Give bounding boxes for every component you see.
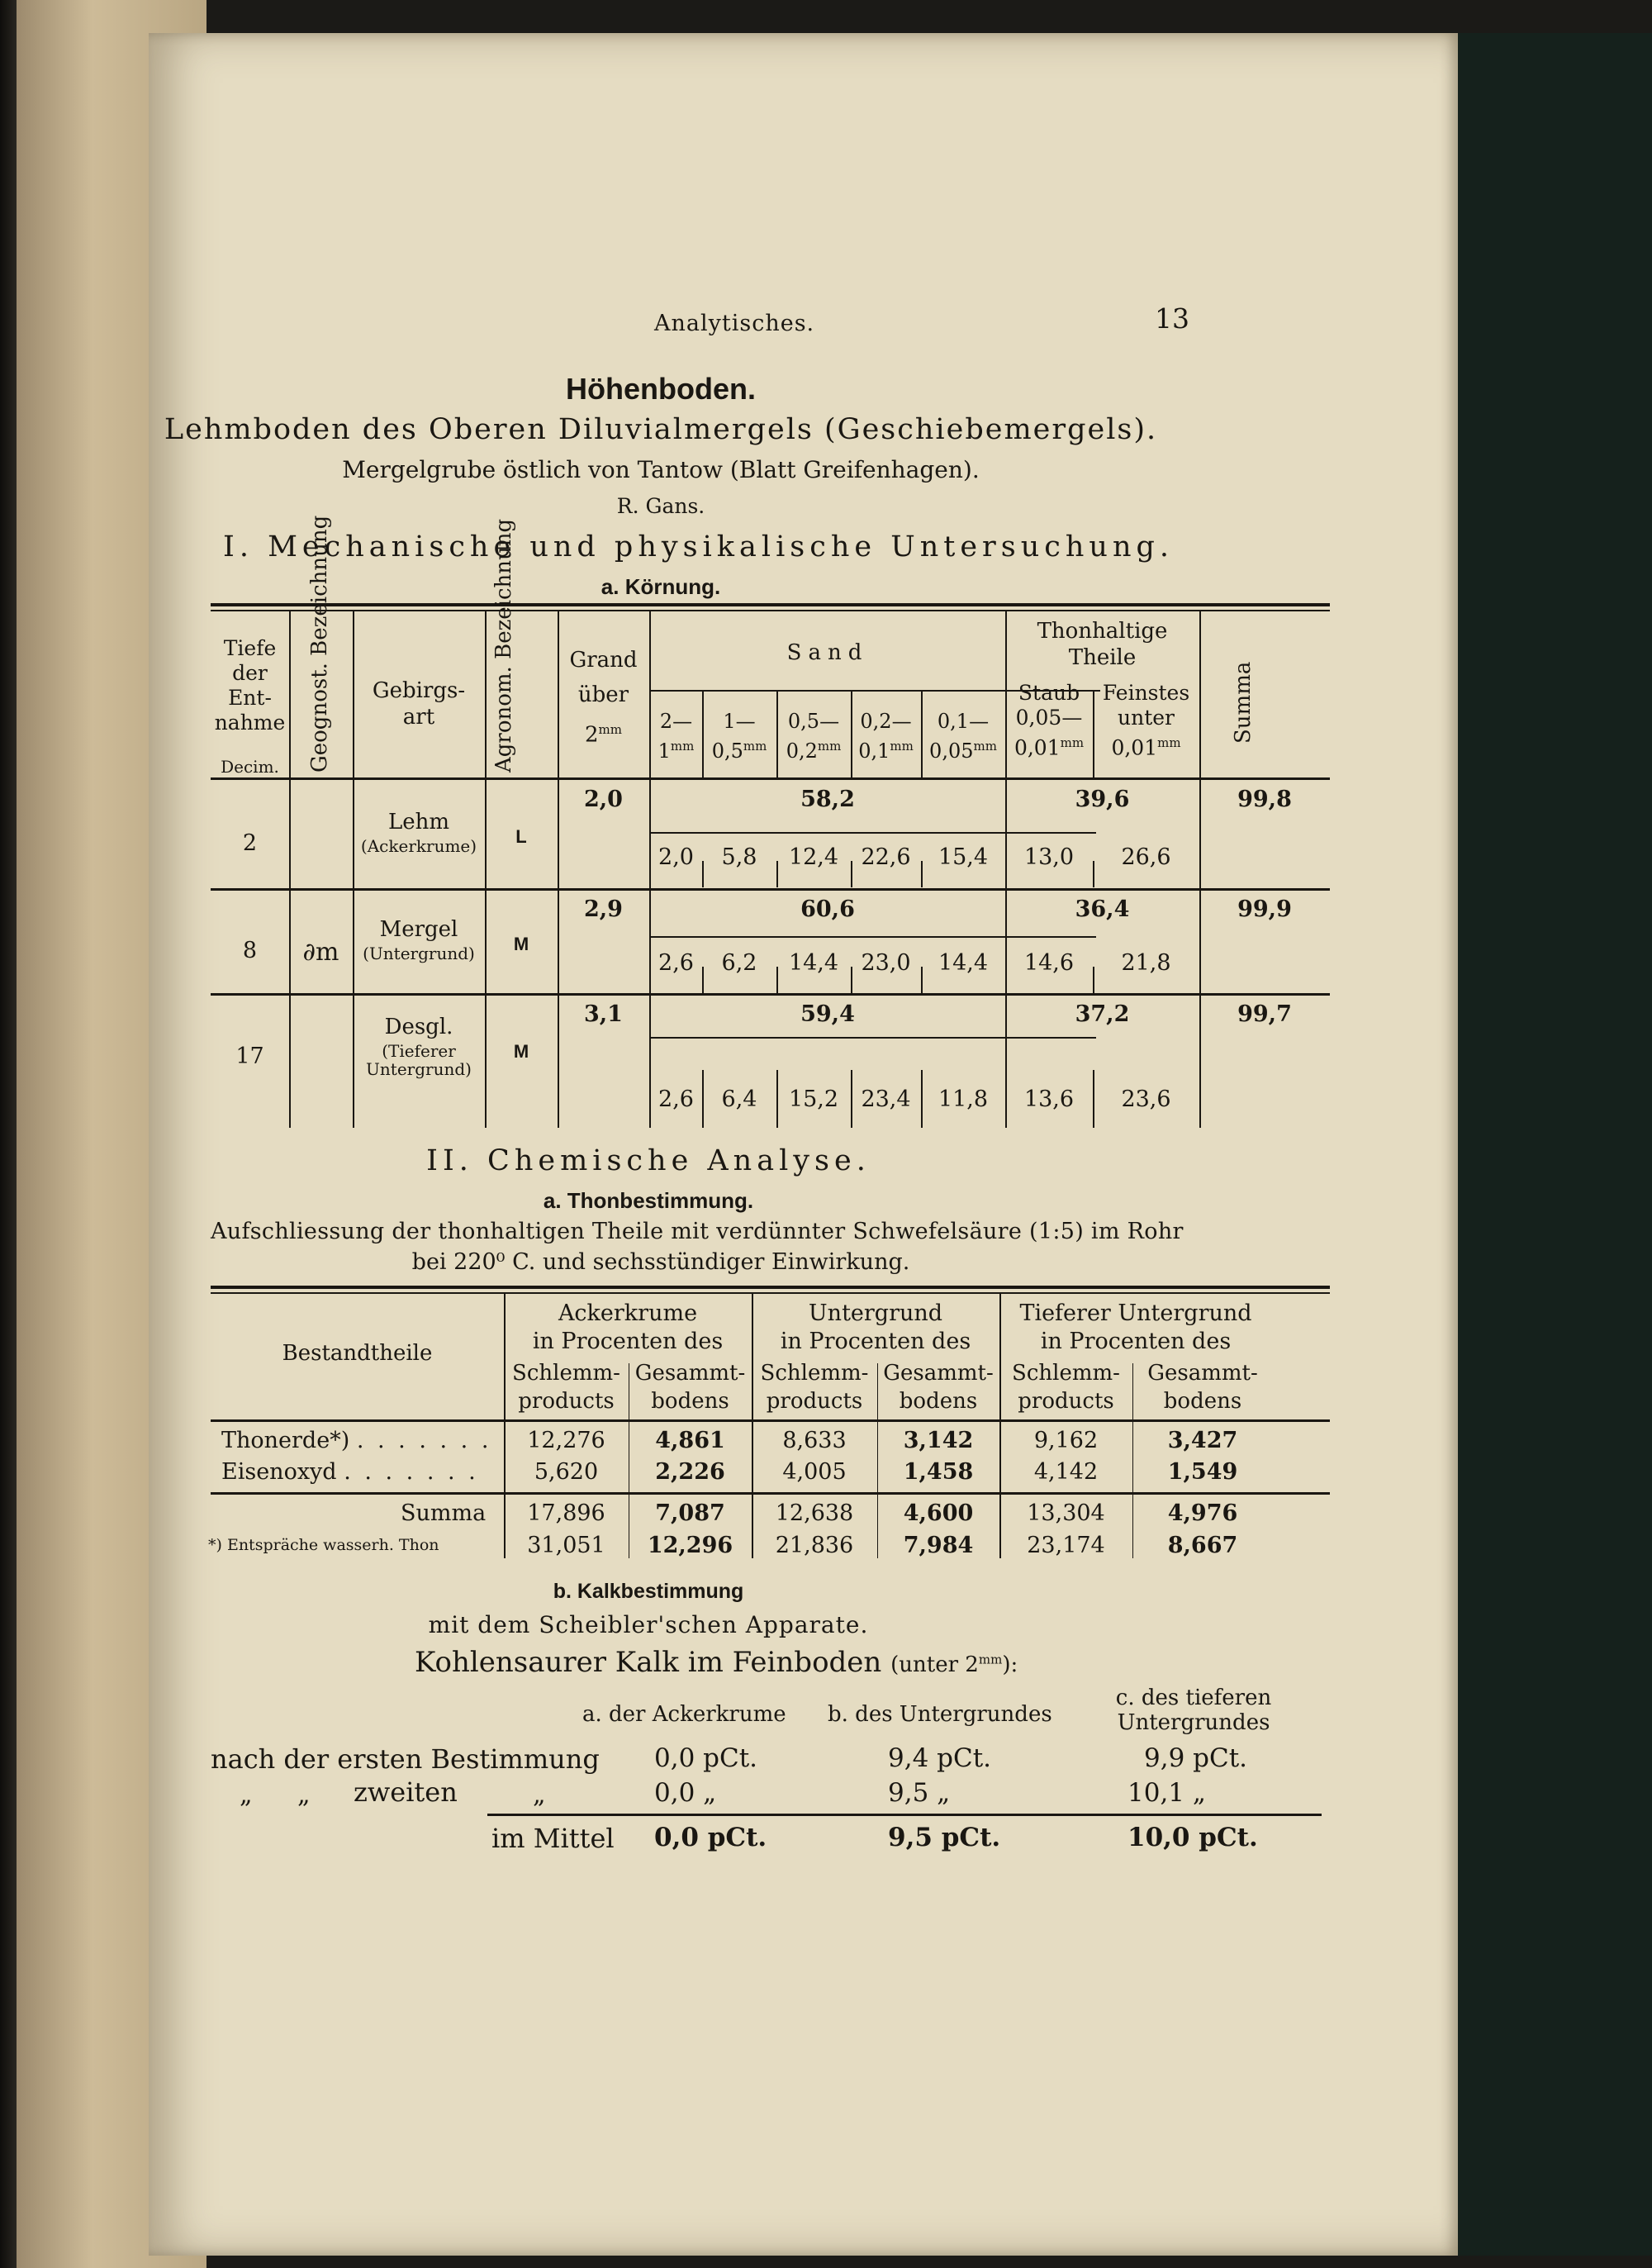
value-a: 0,0 „ [654, 1778, 717, 1808]
value-cell: 4,976 [1167, 1500, 1238, 1526]
feinstes-cell: 21,8 [1121, 950, 1171, 976]
header-text: products [518, 1389, 615, 1414]
header-text: 0,2— [860, 710, 912, 733]
summa-cell: 99,9 [1237, 896, 1292, 922]
rule [211, 1492, 1330, 1495]
ditto-mark: „ [533, 1781, 546, 1809]
section-2a-heading: a. Thonbestimmung. [543, 1188, 754, 1213]
header-text: 1— [723, 710, 756, 733]
sand-cell: 23,4 [861, 1086, 911, 1112]
section-1a-heading: a. Körnung. [601, 574, 721, 599]
value-c: 10,0 pCt. [1127, 1823, 1258, 1852]
sand-cell: 2,0 [658, 844, 694, 870]
header-text: unter [1118, 706, 1175, 730]
mittel-label: im Mittel [491, 1823, 615, 1854]
value-cell: 17,896 [527, 1500, 605, 1526]
summa-cell: 99,8 [1237, 787, 1292, 812]
kalk-title [415, 1646, 1018, 1679]
unit-mm: mm [890, 739, 914, 754]
header-text: 2 [585, 722, 599, 748]
row-label-text: nach [211, 1743, 276, 1775]
header-thonhaltige [1005, 618, 1199, 671]
grand-cell: 2,0 [584, 787, 623, 812]
row-label-text: ersten Bestimmung [337, 1743, 600, 1775]
header-ackerkrume [504, 1300, 752, 1356]
value-a: 0,0 pCt. [654, 1823, 767, 1852]
unit-mm: mm [1060, 735, 1085, 750]
unit-mm: mm [743, 739, 767, 754]
rule [211, 603, 1330, 606]
row-label [211, 1743, 600, 1775]
sand-cell: 6,4 [721, 1086, 757, 1112]
sand-cell: 2,6 [658, 1086, 694, 1112]
section-2b-heading: b. Kalkbestimmung [553, 1580, 744, 1603]
value-b: 9,5 pCt. [888, 1823, 1001, 1852]
gebirgsart-cell: Lehm [387, 810, 450, 834]
header-text: Theile [1068, 645, 1137, 670]
header-text: 0,05 [929, 739, 974, 763]
value-cell: 5,620 [534, 1459, 599, 1485]
header-sand-05-02 [776, 709, 851, 763]
header-text: products [1018, 1389, 1114, 1414]
sand-cell: 11,8 [938, 1086, 989, 1112]
ditto-mark: „ [240, 1781, 253, 1809]
header-gesammt [1132, 1359, 1273, 1415]
value-cell: 7,087 [655, 1500, 725, 1526]
rule [211, 1286, 1330, 1289]
value-cell: 4,861 [655, 1428, 725, 1453]
unit-mm: mm [978, 1652, 1003, 1667]
value-a: 0,0 pCt. [654, 1743, 758, 1773]
tiefe-cell: 17 [235, 1044, 264, 1069]
header-tiefe [211, 636, 289, 735]
rule [650, 936, 1096, 938]
book-cover-edge [1441, 33, 1652, 2256]
value-cell: 2,226 [655, 1459, 725, 1485]
header-text: 1 [657, 739, 671, 763]
value-cell: 12,296 [647, 1533, 733, 1558]
header-feinstes [1093, 681, 1199, 760]
header-sand-1-05 [702, 709, 776, 763]
header-schlemm [504, 1359, 629, 1415]
value-c: 10,1 „ [1127, 1778, 1206, 1808]
unit-mm: mm [817, 739, 842, 754]
value-b: 9,5 „ [888, 1778, 951, 1808]
header-untergrund [752, 1300, 999, 1356]
row-label-text: Thonerde*) [221, 1428, 350, 1453]
header-sand: Sand [786, 640, 869, 665]
header-b: b. des Untergrundes [828, 1702, 1052, 1727]
section-2-heading: II. Chemische Analyse. [426, 1144, 871, 1177]
unit-mm: mm [1157, 735, 1181, 750]
page-title: Höhenboden. [566, 372, 756, 406]
header-text: bodens [651, 1389, 729, 1414]
header-text: Thonhaltige [1037, 619, 1168, 644]
header-bestandtheile: Bestandtheile [282, 1341, 433, 1366]
rule [487, 1814, 1322, 1816]
header-summa: Summa [1231, 661, 1256, 744]
header-tieferer-untergrund [999, 1300, 1272, 1356]
header-text: über [577, 682, 629, 707]
header-text: 0,2 [786, 739, 818, 763]
header-gesammt [877, 1359, 999, 1415]
header-decim: Decim. [221, 757, 279, 777]
rule [211, 993, 1330, 996]
value-cell: 1,549 [1167, 1459, 1238, 1485]
row-label [221, 1428, 491, 1453]
kalk-method: mit dem Scheibler'schen Apparate. [428, 1611, 869, 1638]
header-text: art [402, 705, 435, 730]
ditto-mark: „ [297, 1781, 311, 1809]
header-a: a. der Ackerkrume [582, 1702, 786, 1727]
value-cell: 8,667 [1167, 1533, 1238, 1558]
header-text: 0,05— [1015, 706, 1083, 730]
header-c [1103, 1686, 1284, 1735]
sand-cell: 22,6 [861, 844, 911, 870]
header-text: in Procenten des [532, 1329, 724, 1354]
staub-cell: 13,6 [1023, 1086, 1075, 1112]
header-text: Tiefe [223, 636, 277, 660]
unit-mm: mm [670, 739, 695, 754]
grand-cell: 3,1 [584, 1001, 623, 1027]
gebirgsart-sub: (Tieferer [382, 1041, 456, 1061]
header-gebirgsart [353, 678, 485, 730]
header-text: 0,01 [1014, 735, 1061, 760]
header-text: Tieferer Untergrund [1019, 1300, 1252, 1326]
value-c: 9,9 pCt. [1144, 1743, 1248, 1773]
thon-total-cell: 36,4 [1075, 896, 1130, 922]
row-label-text: zweiten [354, 1776, 458, 1808]
sand-cell: 2,6 [658, 950, 694, 976]
agronom-cell: M [513, 1041, 529, 1062]
row-label-text: Eisenoxyd [221, 1459, 337, 1485]
rule [211, 777, 1330, 780]
header-text: bodens [899, 1389, 978, 1414]
header-schlemm [999, 1359, 1132, 1415]
header-sand-02-01 [851, 709, 921, 763]
rule [1199, 611, 1201, 1128]
thon-total-cell: 37,2 [1075, 1001, 1130, 1027]
header-gesammt [629, 1359, 752, 1415]
header-geognost: Geognost. Bezeichnung [307, 515, 332, 773]
tiefe-cell: 2 [242, 830, 258, 856]
sand-cell: 15,2 [788, 1086, 839, 1112]
footnote-label: *) Entspräche wasserh. Thon [208, 1536, 439, 1554]
gebirgsart-cell: Mergel [379, 917, 458, 942]
header-text: Grand [569, 648, 638, 673]
author: R. Gans. [616, 494, 705, 518]
sand-total-cell: 59,4 [800, 1001, 855, 1027]
sand-cell: 12,4 [788, 844, 839, 870]
header-text: 0,1— [937, 710, 990, 733]
header-text: 0,01 [1111, 735, 1158, 760]
header-text: 0,1 [858, 739, 890, 763]
agronom-cell: L [515, 826, 527, 847]
value-b: 9,4 pCt. [888, 1743, 992, 1773]
header-text: Staub [1018, 681, 1080, 705]
grand-cell: 2,9 [584, 896, 623, 922]
sand-cell: 5,8 [721, 844, 757, 870]
value-cell: 4,600 [903, 1500, 974, 1526]
header-text: Gesammt- [883, 1361, 994, 1386]
tiefe-cell: 8 [242, 938, 258, 963]
sand-cell: 6,2 [721, 950, 757, 976]
sand-cell: 14,4 [938, 950, 989, 976]
value-cell: 8,633 [782, 1428, 847, 1453]
header-text: bodens [1163, 1389, 1242, 1414]
method-text-line-1: Aufschliessung der thonhaltigen Theile mit verdünnter Schwefelsäure (1:5) im Rohr [211, 1219, 1184, 1244]
sand-total-cell: 60,6 [800, 896, 855, 922]
value-cell: 13,304 [1027, 1500, 1105, 1526]
header-staub [1005, 681, 1093, 760]
header-sand-01-005 [921, 709, 1005, 763]
header-grand [558, 643, 649, 753]
sand-cell: 23,0 [861, 950, 911, 976]
value-cell: 7,984 [903, 1533, 974, 1558]
document-page [149, 33, 1458, 2256]
unit-mm: mm [973, 739, 997, 754]
leader-dots: . . . . . . . [356, 1428, 492, 1453]
kalk-title-unit: (unter 2 [890, 1652, 979, 1677]
value-cell: 9,162 [1033, 1428, 1099, 1453]
gebirgsart-cell: Desgl. [384, 1015, 453, 1039]
summa-cell: 99,7 [1237, 1001, 1292, 1027]
header-text: Schlemm- [512, 1361, 620, 1386]
value-cell: 1,458 [903, 1459, 974, 1485]
page-number: 13 [1155, 302, 1189, 335]
value-cell: 12,638 [775, 1500, 854, 1526]
header-text: Untergrundes [1117, 1710, 1270, 1735]
rule [211, 888, 1330, 891]
header-text: nahme [214, 711, 286, 735]
section-1-heading: I. Mechanische und physikalische Untersuchung. [223, 530, 1175, 563]
header-text: Schlemm- [1012, 1361, 1120, 1386]
header-text: c. des tieferen [1115, 1686, 1272, 1710]
header-text: Schlemm- [760, 1361, 869, 1386]
value-cell: 3,142 [903, 1428, 974, 1453]
rule [650, 832, 1096, 834]
staub-cell: 14,6 [1023, 950, 1075, 976]
header-text: Feinstes [1102, 681, 1190, 705]
value-cell: 4,005 [782, 1459, 847, 1485]
rule [211, 1419, 1330, 1422]
sand-cell: 15,4 [938, 844, 989, 870]
header-text: 2— [659, 710, 693, 733]
summa-label: Summa [401, 1500, 487, 1526]
row-label [221, 1459, 479, 1485]
header-text: Untergrund [808, 1300, 943, 1326]
header-text: Ent- [228, 686, 272, 710]
staub-cell: 13,0 [1023, 844, 1075, 870]
subtitle: Lehmboden des Oberen Diluvialmergels (Geschiebemergels). [164, 413, 1158, 446]
thon-total-cell: 39,6 [1075, 787, 1130, 812]
value-cell: 3,427 [1167, 1428, 1238, 1453]
rule [211, 610, 1330, 611]
header-text: der [232, 661, 268, 685]
location: Mergelgrube östlich von Tantow (Blatt Greifenhagen). [342, 456, 980, 483]
header-text: Gebirgs- [372, 678, 466, 703]
value-cell: 23,174 [1027, 1533, 1105, 1558]
kalk-title-unit-end: ): [1002, 1652, 1018, 1677]
gebirgsart-sub: (Ackerkrume) [360, 836, 477, 856]
value-cell: 21,836 [775, 1533, 854, 1558]
leader-dots: . . . . . . . [344, 1459, 479, 1485]
kalk-title-text: Kohlensaurer Kalk im Feinboden [415, 1646, 882, 1679]
value-cell: 12,276 [527, 1428, 605, 1453]
method-text-line-2: bei 220⁰ C. und sechsstündiger Einwirkung. [411, 1249, 910, 1275]
header-text: 0,5— [787, 710, 840, 733]
book-spine [0, 0, 17, 2268]
header-schlemm [752, 1359, 877, 1415]
header-text: 0,5 [711, 739, 743, 763]
header-text: Ackerkrume [558, 1300, 698, 1326]
agronom-cell: M [513, 934, 529, 954]
header-text: products [766, 1389, 863, 1414]
header-sand-2-1 [650, 709, 702, 763]
rule [211, 1292, 1330, 1294]
feinstes-cell: 23,6 [1121, 1086, 1171, 1112]
unit-mm: mm [598, 722, 622, 737]
feinstes-cell: 26,6 [1121, 844, 1171, 870]
header-text: Gesammt- [1147, 1361, 1258, 1386]
value-cell: 31,051 [527, 1533, 605, 1558]
header-text: Gesammt- [634, 1361, 746, 1386]
header-text: in Procenten des [1040, 1329, 1232, 1354]
sand-cell: 14,4 [788, 950, 839, 976]
row-label-text: der [283, 1743, 330, 1775]
value-cell: 4,142 [1033, 1459, 1099, 1485]
running-head: Analytisches. [654, 311, 815, 336]
header-agronom: Agronom. Bezeichnung [491, 518, 516, 773]
gebirgsart-sub: Untergrund) [366, 1059, 472, 1079]
header-text: in Procenten des [780, 1329, 971, 1354]
rule [650, 1037, 1096, 1039]
sand-total-cell: 58,2 [800, 787, 855, 812]
rule [289, 611, 291, 1128]
gebirgsart-sub: (Untergrund) [363, 944, 475, 963]
geognost-value: ∂m [302, 938, 339, 967]
